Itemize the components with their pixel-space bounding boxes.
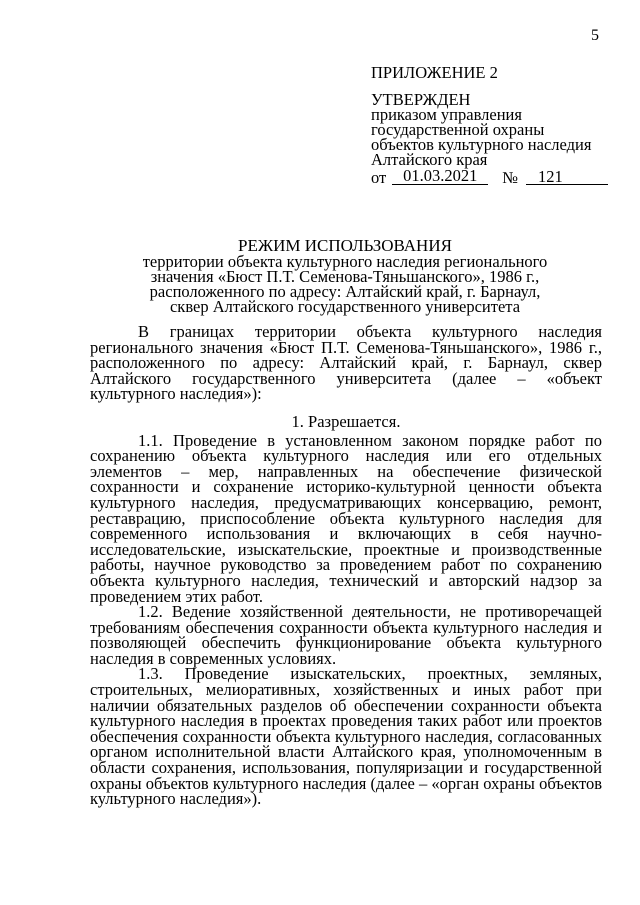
title-main: РЕЖИМ ИСПОЛЬЗОВАНИЯ [238,236,452,255]
paragraph-1-3: 1.3. Проведение изыскательских, проектных, земляных, строительных, мелиоративных, хозяйственных и иных работ при наличии обязательных разделов об обеспечении сохранности объекта культурного наследия в проектах проведения таких работ или проектов обеспечения сохранности объекта культурного наследия, согласованных органом исполнительной власти Алтайского края, уполномоченным в области сохранения, использования, популяризации и государственной охраны объектов культурного наследия (далее – «орган охраны объектов культурного наследия»). [90,664,602,809]
appendix-line: государственной охраны [371,120,545,139]
order-from-label: от [371,168,387,187]
approved-label: УТВЕРЖДЕН [371,90,471,109]
section-heading-1: 1. Разрешается. [291,411,401,431]
order-number-label: № [502,168,518,187]
title-line: расположенного по адресу: Алтайский край, г. Барнаул, [149,282,541,301]
order-date: 01.03.2021 [392,168,488,185]
appendix-block [371,65,621,185]
appendix-line: объектов культурного наследия [371,135,592,154]
appendix-heading: ПРИЛОЖЕНИЕ 2 [371,63,498,82]
page-number: 5 [591,27,599,44]
paragraph-1-2: 1.2. Ведение хозяйственной деятельности, не противоречащей требованиям обеспечения сохранности объекта культурного наследия и позволяющей обеспечить функционирование объекта культурного наследия в современных условиях. [90,602,602,668]
title-line: сквер Алтайского государственного университета [169,297,521,316]
order-line [371,168,621,185]
title-line: значения «Бюст П.Т. Семенова-Тяньшанского», 1986 г., [150,267,540,286]
paragraph-1-1: 1.1. Проведение в установленном законом порядке работ по сохранению объекта культурного наследия или его отдельных элементов – мер, направленных на обеспечение физической сохранности и сохранение историко-культурной ценности объекта культурного наследия, предусматривающих консервацию, ремонт, реставрацию, приспособление объекта культурного наследия для современного использования и включающих в себя научно-исследовательские, изыскательские, проектные и производственные работы, научное руководство за проведением работ по сохранению объекта культурного наследия, технический и авторский надзор за проведением этих работ. [90,430,602,606]
document-body [90,324,602,807]
title-line: территории объекта культурного наследия регионального [142,252,548,271]
intro-paragraph: В границах территории объекта культурного наследия регионального значения «Бюст П.Т. Семенова-Тяньшанского», 1986 г., расположенного по адресу: Алтайский край, г. Барнаул, сквер Алтайского государственного университета (далее – «объект культурного наследия»): [90,322,602,404]
appendix-line: приказом управления [371,105,522,124]
appendix-line: Алтайского края [371,150,488,169]
document-title [90,238,600,314]
order-number: 121 [526,169,608,185]
